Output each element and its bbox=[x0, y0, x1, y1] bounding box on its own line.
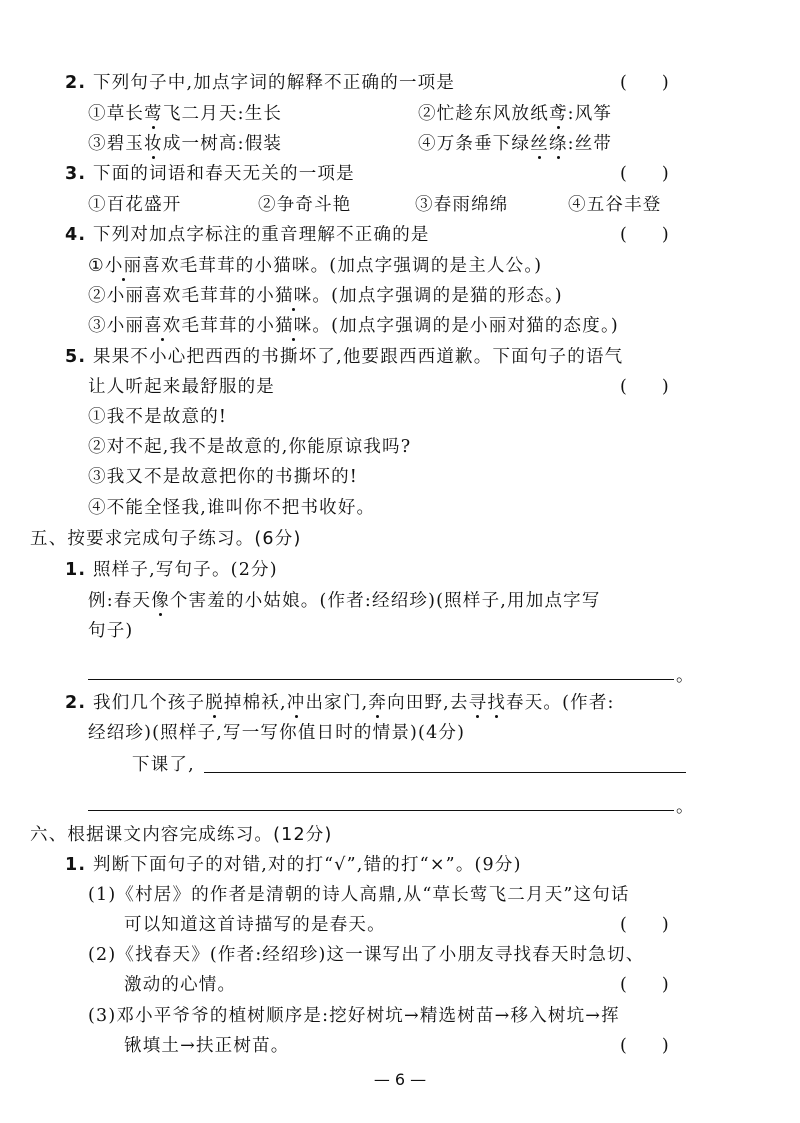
q4-option-3: ③小丽喜欢毛茸茸的小猫咪。(加点字强调的是小丽对猫的态度。) bbox=[88, 316, 619, 336]
q2-option-4: ④万条垂下绿丝绦:丝带 bbox=[418, 134, 613, 154]
answer-line-1[interactable] bbox=[88, 679, 674, 680]
answer-line-2[interactable] bbox=[204, 772, 686, 773]
q2-option-3: ③碧玉妆成一树高:假装 bbox=[88, 134, 283, 154]
question-4-stem: 4. 下列对加点字标注的重音理解不正确的是 bbox=[65, 225, 430, 245]
question-5-stem-cont: 让人听起来最舒服的是 bbox=[88, 377, 275, 397]
s5-question-2: 2. 我们几个孩子脱掉棉袄,冲出家门,奔向田野,去寻找春天。(作者: bbox=[65, 693, 615, 713]
period-mark: 。 bbox=[676, 666, 694, 686]
period-mark-2: 。 bbox=[676, 797, 694, 817]
answer-paren-s6-2[interactable]: ( ) bbox=[620, 975, 669, 995]
q4-option-2: ②小丽喜欢毛茸茸的小猫咪。(加点字强调的是猫的形态。) bbox=[88, 286, 563, 306]
page-number: — 6 — bbox=[373, 1070, 427, 1089]
q5-option-2: ②对不起,我不是故意的,你能原谅我吗? bbox=[88, 437, 412, 457]
q5-option-4: ④不能全怪我,谁叫你不把书收好。 bbox=[88, 498, 376, 518]
q4-option-1: ①小丽喜欢毛茸茸的小猫咪。(加点字强调的是主人公。) bbox=[88, 256, 543, 276]
s5-question-2-cont: 经绍珍)(照样子,写一写你值日时的情景)(4分) bbox=[88, 723, 466, 743]
section-5-title: 五、按要求完成句子练习。(6分) bbox=[30, 529, 302, 549]
s6-item-3-cont: 锹填土→扶正树苗。 bbox=[124, 1036, 290, 1056]
answer-lead-text: 下课了, bbox=[132, 755, 195, 775]
s6-question-1: 1. 判断下面句子的对错,对的打“√”,错的打“×”。(9分) bbox=[65, 855, 522, 875]
s5-example: 例:春天像个害羞的小姑娘。(作者:经绍珍)(照样子,用加点字写 bbox=[88, 591, 601, 611]
section-6-title: 六、根据课文内容完成练习。(12分) bbox=[30, 825, 333, 845]
q3-option-4: ④五谷丰登 bbox=[568, 195, 662, 215]
q3-option-2: ②争奇斗艳 bbox=[258, 195, 352, 215]
answer-paren-q2[interactable]: ( ) bbox=[620, 73, 669, 93]
answer-paren-s6-1[interactable]: ( ) bbox=[620, 915, 669, 935]
s6-item-1-cont: 可以知道这首诗描写的是春天。 bbox=[124, 915, 386, 935]
s6-item-2: (2)《找春天》(作者:经绍珍)这一课写出了小朋友寻找春天时急切、 bbox=[88, 945, 645, 965]
q5-option-1: ①我不是故意的! bbox=[88, 407, 228, 427]
question-2-stem: 2. 下列句子中,加点字词的解释不正确的一项是 bbox=[65, 73, 456, 93]
answer-paren-q5[interactable]: ( ) bbox=[620, 377, 669, 397]
s5-example-cont: 句子) bbox=[88, 621, 134, 641]
s5-question-1: 1. 照样子,写句子。(2分) bbox=[65, 560, 278, 580]
answer-paren-q4[interactable]: ( ) bbox=[620, 225, 669, 245]
q2-option-2: ②忙趁东风放纸鸢:风筝 bbox=[418, 104, 613, 124]
question-5-stem: 5. 果果不小心把西西的书撕坏了,他要跟西西道歉。下面句子的语气 bbox=[65, 347, 624, 367]
answer-line-3[interactable] bbox=[88, 810, 674, 811]
s6-item-1: (1)《村居》的作者是清朝的诗人高鼎,从“草长莺飞二月天”这句话 bbox=[88, 885, 630, 905]
s6-item-2-cont: 激动的心情。 bbox=[124, 975, 237, 995]
q3-option-3: ③春雨绵绵 bbox=[415, 195, 509, 215]
q5-option-3: ③我又不是故意把你的书撕坏的! bbox=[88, 467, 359, 487]
q3-option-1: ①百花盛开 bbox=[88, 195, 182, 215]
q2-option-1: ①草长莺飞二月天:生长 bbox=[88, 104, 283, 124]
s6-item-3: (3)邓小平爷爷的植树顺序是:挖好树坑→精选树苗→移入树坑→挥 bbox=[88, 1006, 620, 1026]
question-3-stem: 3. 下面的词语和春天无关的一项是 bbox=[65, 164, 355, 184]
answer-paren-q3[interactable]: ( ) bbox=[620, 164, 669, 184]
answer-paren-s6-3[interactable]: ( ) bbox=[620, 1036, 669, 1056]
